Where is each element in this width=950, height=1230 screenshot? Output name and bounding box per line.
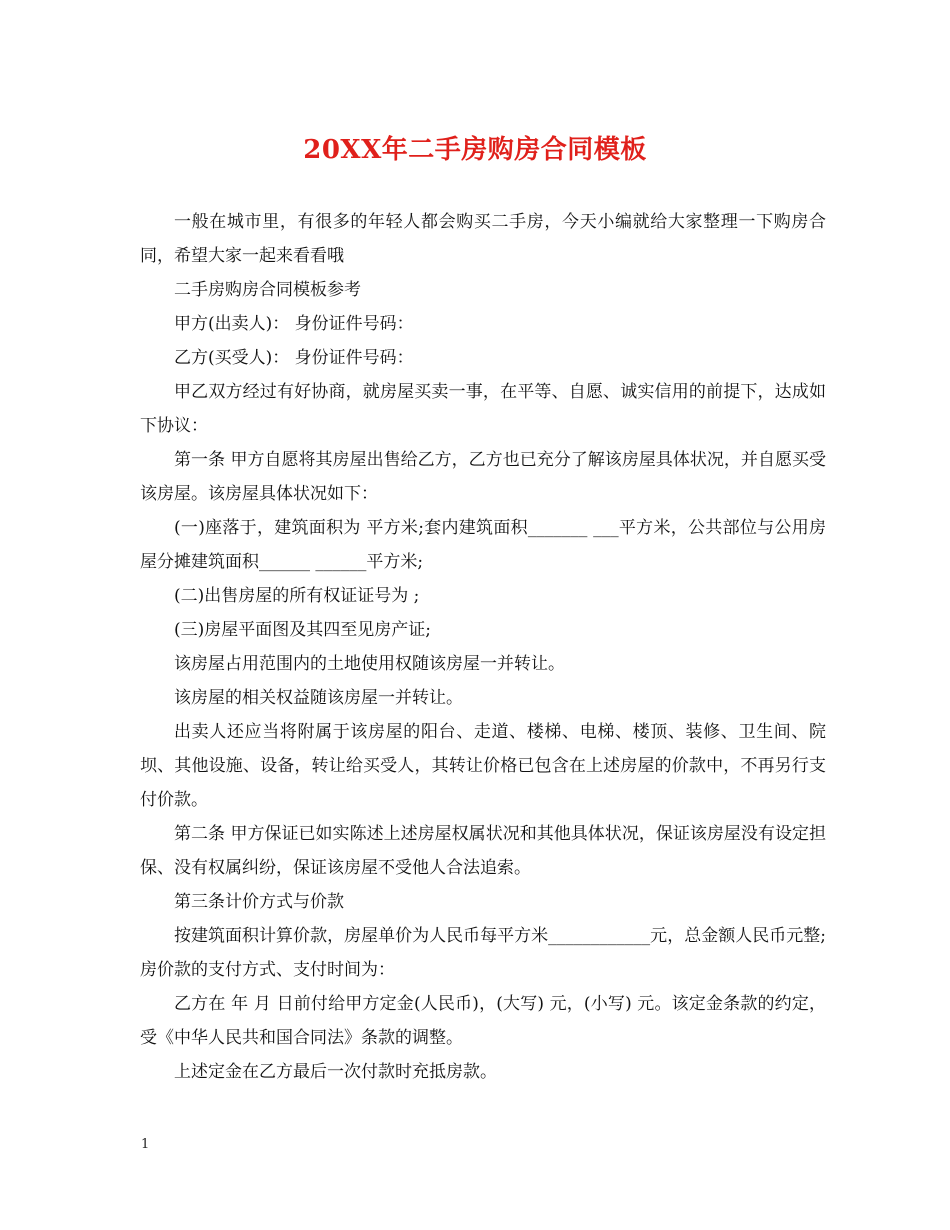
paragraph-article-1: 第一条 甲方自愿将其房屋出售给乙方，乙方也已充分了解该房屋具体状况，并自愿买受该房屋。该房屋具体状况如下： [140,450,826,504]
paragraph-rights: 该房屋的相关权益随该房屋一并转让。 [174,688,463,708]
paragraph-intro: 一般在城市里，有很多的年轻人都会购买二手房，今天小编就给大家整理一下购房合同，希望大家一起来看看哦 [140,212,826,266]
document-body [140,205,826,1089]
paragraph-party-b: 乙方(买受人)： 身份证件号码： [174,348,414,368]
page-number: 1 [141,1137,150,1152]
paragraph-article-2: 第二条 甲方保证已如实陈述上述房屋权属状况和其他具体状况，保证该房屋没有设定担保、没有权属纠纷，保证该房屋不受他人合法追索。 [140,824,826,878]
paragraph-item-3: (三)房屋平面图及其四至见房产证; [174,620,431,640]
paragraph-subtitle: 二手房购房合同模板参考 [174,280,361,300]
paragraph-article-3: 第三条计价方式与价款 [174,892,344,912]
paragraph-item-1: (一)座落于，建筑面积为 平方米;套内建筑面积_______ ___平方米，公共部位与公用房屋分摊建筑面积______ ______平方米; [140,518,826,572]
paragraph-deposit: 乙方在 年 月 日前付给甲方定金(人民币)，(大写) 元，(小写) 元。该定金条款的约定，受《中华人民共和国合同法》条款的调整。 [140,994,826,1048]
paragraph-land-use: 该房屋占用范围内的土地使用权随该房屋一并转让。 [174,654,565,674]
paragraph-item-2: (二)出售房屋的所有权证证号为 ; [174,586,420,606]
paragraph-facilities: 出卖人还应当将附属于该房屋的阳台、走道、楼梯、电梯、楼顶、装修、卫生间、院坝、其他设施、设备，转让给买受人，其转让价格已包含在上述房屋的价款中，不再另行支付价款。 [140,722,826,810]
paragraph-pricing: 按建筑面积计算价款，房屋单价为人民币每平方米____________元，总金额人民币元整;房价款的支付方式、支付时间为： [140,926,826,980]
paragraph-deposit-offset: 上述定金在乙方最后一次付款时充抵房款。 [174,1062,497,1082]
paragraph-party-a: 甲方(出卖人)： 身份证件号码： [174,314,414,334]
paragraph-agreement: 甲乙双方经过有好协商，就房屋买卖一事，在平等、自愿、诚实信用的前提下，达成如下协议： [140,382,826,436]
document-title: 20XX年二手房购房合同模板 [303,135,647,165]
